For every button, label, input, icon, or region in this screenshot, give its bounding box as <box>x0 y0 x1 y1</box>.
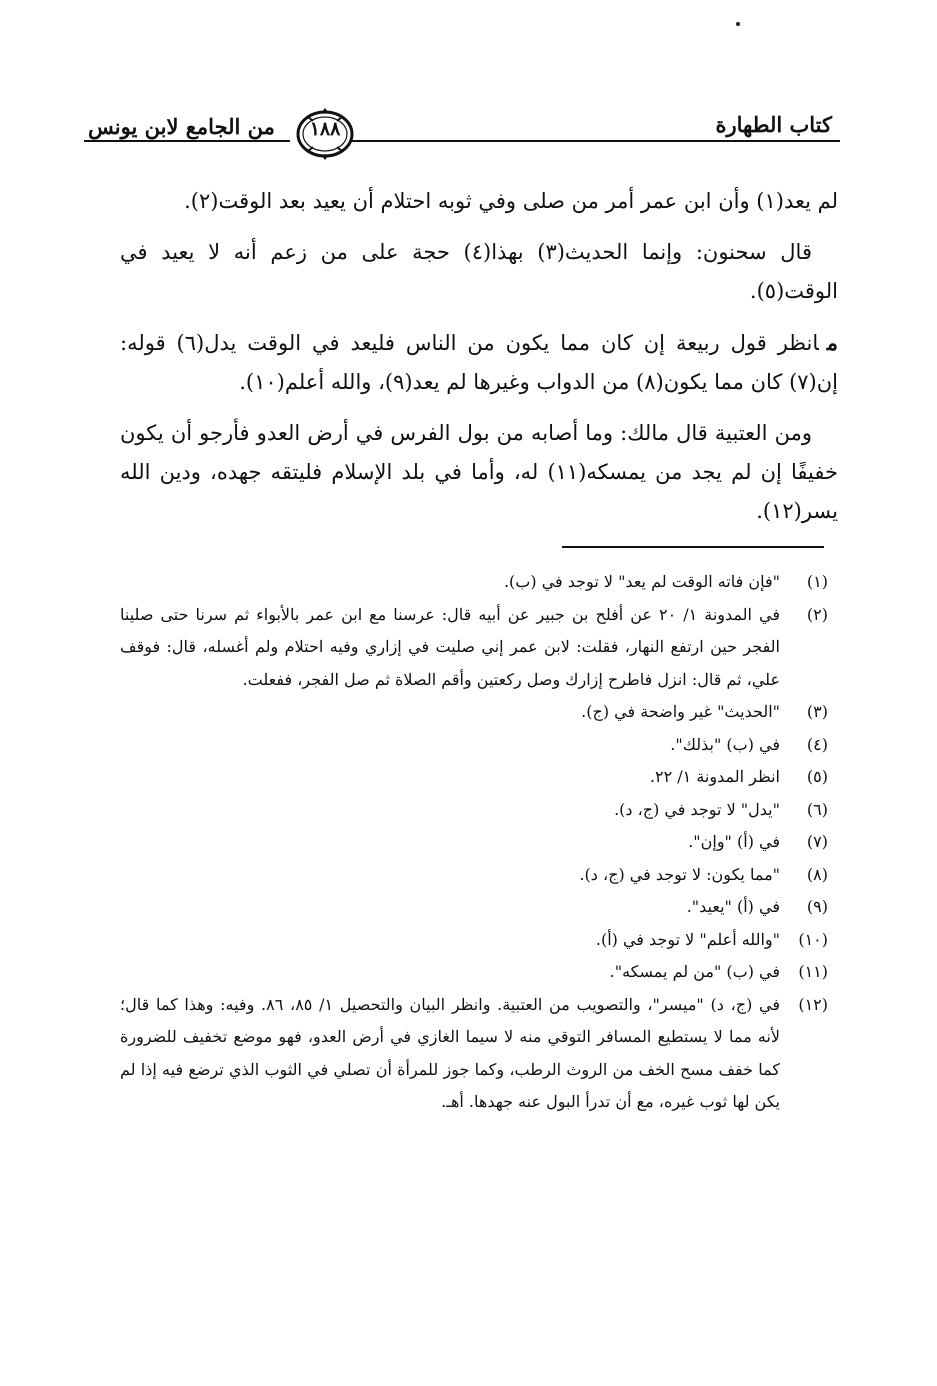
footnote-number: (٦) <box>806 799 828 819</box>
footnote <box>120 924 828 957</box>
footnote-text: "والله أعلم" لا توجد في (أ). <box>595 929 780 949</box>
header-rule-right <box>352 140 840 142</box>
footnote-text: في (أ) "يعيد". <box>686 897 780 916</box>
footnote <box>120 891 828 924</box>
header-chapter-title: كتاب الطهارة <box>715 112 832 137</box>
footnote <box>120 599 828 697</box>
footnote-number: (٤) <box>806 734 828 754</box>
footnote-text: انظر المدونة ١/ ٢٢. <box>649 767 780 786</box>
footnote-text: في (ب) "من لم يمسكه". <box>609 962 780 981</box>
footnote-number: (١١) <box>798 962 828 981</box>
paragraph-mark: م <box>826 330 838 355</box>
footnote-text: "الحديث" غير واضحة في (ج). <box>581 702 780 721</box>
footnote-separator <box>562 546 824 548</box>
footnote-text: "مما يكون: لا توجد في (ج، د). <box>579 864 780 884</box>
paragraph: قال سحنون: وإنما الحديث(٣) بهذا(٤) حجة على من زعم أنه لا يعيد في الوقت(٥). <box>120 240 838 303</box>
footnote-text: في (ج، د) "ميسر"، والتصويب من العتبية. وانظر البيان والتحصيل ١/ ٨٥، ٨٦. وفيه: وهذا كما قال؛ لأنه مما لا يستطيع المسافر التوقي منه لا سيما الغازي في أرض العدو، فهو موضع تخفيف للضرورة كما خفف مسح الخف من الروث الرطب، وكما جوز للمرأة أن تصلي في الثوب الذي ترضع فيه إذا لم يكن لها ثوب غيره، مع أن تدرأ البول عنه جهدها. أهـ. <box>120 994 781 1111</box>
page-number: ١٨٨ <box>309 118 341 140</box>
paragraph <box>120 323 838 402</box>
footnote-number: (١٠) <box>798 929 828 949</box>
footnote-number: (٧) <box>806 832 828 851</box>
header-rule-left <box>84 140 290 142</box>
footnote <box>120 989 828 1119</box>
paragraph: لم يعد(١) وأن ابن عمر أمر من صلى وفي ثوبه احتلام أن يعيد بعد الوقت(٢). <box>184 189 838 213</box>
footnote <box>120 826 828 859</box>
footnote-number: (١) <box>806 572 828 591</box>
footnote-number: (٥) <box>806 767 828 786</box>
footnote <box>120 794 828 827</box>
footnote <box>120 956 828 989</box>
footnote-number: (٨) <box>806 864 828 884</box>
footnote-text: في (ب) "بذلك". <box>670 734 780 754</box>
main-text <box>120 182 838 543</box>
footnote-number: (٢) <box>806 604 828 624</box>
footnote-number: (١٢) <box>798 994 828 1014</box>
footnote-text: في المدونة ١/ ٢٠ عن أفلح بن جبير عن أبيه قال: عرسنا مع ابن عمر بالأبواء ثم سرنا حتى صلينا الفجر حين ارتفع النهار، فقلت: لابن عمر إني صليت في إزاري وفيه احتلام ولم أغسله، قال: فوقف علي، ثم قال: انزل فاطرح إزارك وصل ركعتين وأقم الصلاة ثم صل الفجر، ففعلت. <box>120 604 780 689</box>
paragraph-text: انظر قول ربيعة إن كان مما يكون من الناس فليعد في الوقت يدل(٦) قوله: إن(٧) كان مما يكون(٨) من الدواب وغيرها لم يعد(٩)، والله أعلم(١٠). <box>120 331 838 394</box>
footnotes <box>120 566 828 1119</box>
footnote <box>120 696 828 729</box>
footnote-number: (٣) <box>806 702 828 721</box>
paragraph: ومن العتبية قال مالك: وما أصابه من بول الفرس في أرض العدو فأرجو أن يكون خفيفًا إن لم يجد من يمسكه(١١) له، وأما في بلد الإسلام فليتقه جهده، ودين الله يسر(١٢). <box>120 421 838 523</box>
header-book-title: من الجامع لابن يونس <box>88 114 275 139</box>
footnote <box>120 761 828 794</box>
footnote <box>120 566 828 599</box>
footnote-text: "فإن فاته الوقت لم يعد" لا توجد في (ب). <box>503 572 780 591</box>
footnote <box>120 859 828 892</box>
footnote-number: (٩) <box>806 897 828 916</box>
footnote-text: "يدل" لا توجد في (ج، د). <box>614 799 780 819</box>
footnote-text: في (أ) "وإن". <box>688 832 780 851</box>
scan-speck <box>736 22 740 26</box>
footnote <box>120 729 828 762</box>
